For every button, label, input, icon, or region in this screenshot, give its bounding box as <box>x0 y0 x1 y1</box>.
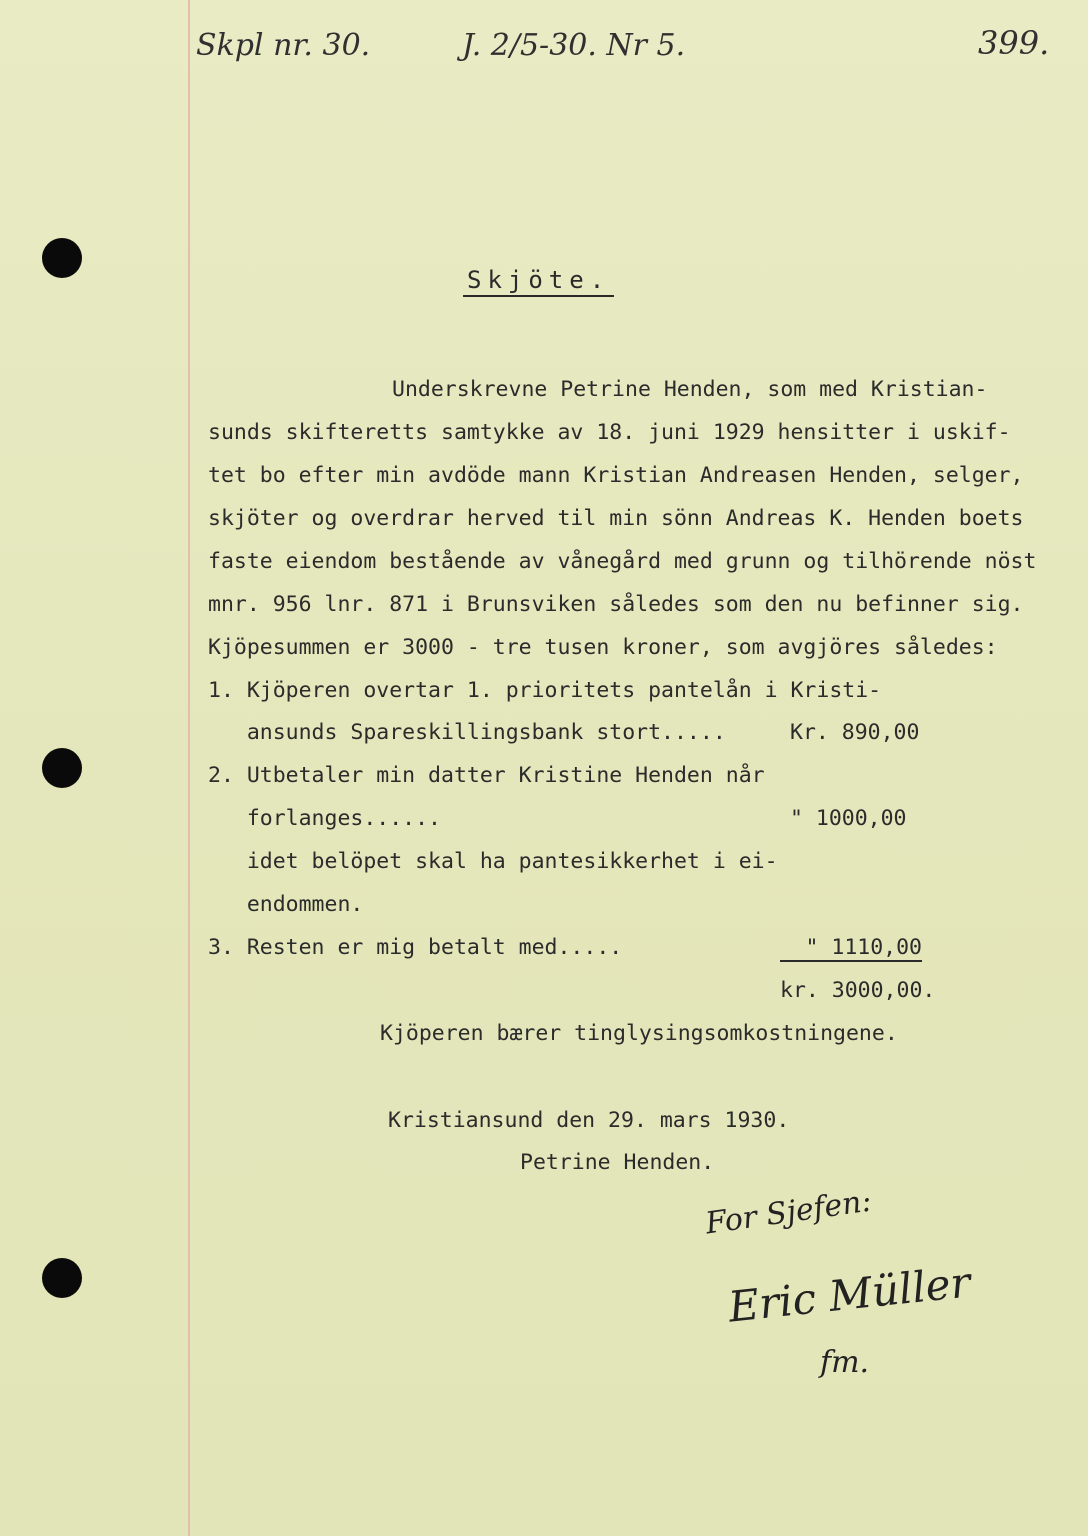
body-line: Underskrevne Petrine Henden, som med Kristian- <box>392 377 988 402</box>
item-line: forlanges...... <box>208 806 441 831</box>
signer-name: Petrine Henden. <box>520 1150 715 1175</box>
body-line: Kjöpesummen er 3000 - tre tusen kroner, som avgjöres således: <box>208 635 998 660</box>
header-left-note: Skpl nr. 30. <box>196 28 371 63</box>
item-line: endommen. <box>208 892 364 917</box>
body-line: tet bo efter min avdöde mann Kristian Andreasen Henden, selger, <box>208 463 1024 488</box>
page-number: 399. <box>978 24 1050 62</box>
signature-suffix: fm. <box>820 1345 870 1380</box>
item-line: 2. Utbetaler min datter Kristine Henden når <box>208 763 765 788</box>
binder-hole <box>42 748 82 788</box>
item-line: ansunds Spareskillingsbank stort..... <box>208 720 726 745</box>
body-line: faste eiendom bestående av vånegård med grunn og tilhörende nöst <box>208 549 1037 574</box>
margin-line <box>188 0 190 1536</box>
document-title: Skjöte. <box>463 266 614 297</box>
place-date: Kristiansund den 29. mars 1930. <box>388 1108 790 1133</box>
signature-name: Eric Müller <box>726 1257 973 1332</box>
item-amount: " 1110,00 <box>780 935 922 962</box>
item-amount: " 1000,00 <box>790 806 907 831</box>
body-line: mnr. 956 lnr. 871 i Brunsviken således som den nu befinner sig. <box>208 592 1024 617</box>
signature-line: For Sjefen: <box>703 1183 874 1242</box>
header-date-note: J. 2/5-30. Nr 5. <box>462 28 686 63</box>
costs-note: Kjöperen bærer tinglysingsomkostningene. <box>380 1021 898 1046</box>
item-amount: Kr. 890,00 <box>790 720 920 745</box>
binder-hole <box>42 238 82 278</box>
body-line: skjöter og overdrar herved til min sönn Andreas K. Henden boets <box>208 506 1024 531</box>
total-amount: kr. 3000,00. <box>780 978 936 1003</box>
item-line: 1. Kjöperen overtar 1. prioritets pantelån i Kristi- <box>208 678 882 703</box>
item-line: 3. Resten er mig betalt med..... <box>208 935 623 960</box>
item-line: idet belöpet skal ha pantesikkerhet i ei- <box>208 849 778 874</box>
binder-hole <box>42 1258 82 1298</box>
body-line: sunds skifteretts samtykke av 18. juni 1929 hensitter i uskif- <box>208 420 1011 445</box>
